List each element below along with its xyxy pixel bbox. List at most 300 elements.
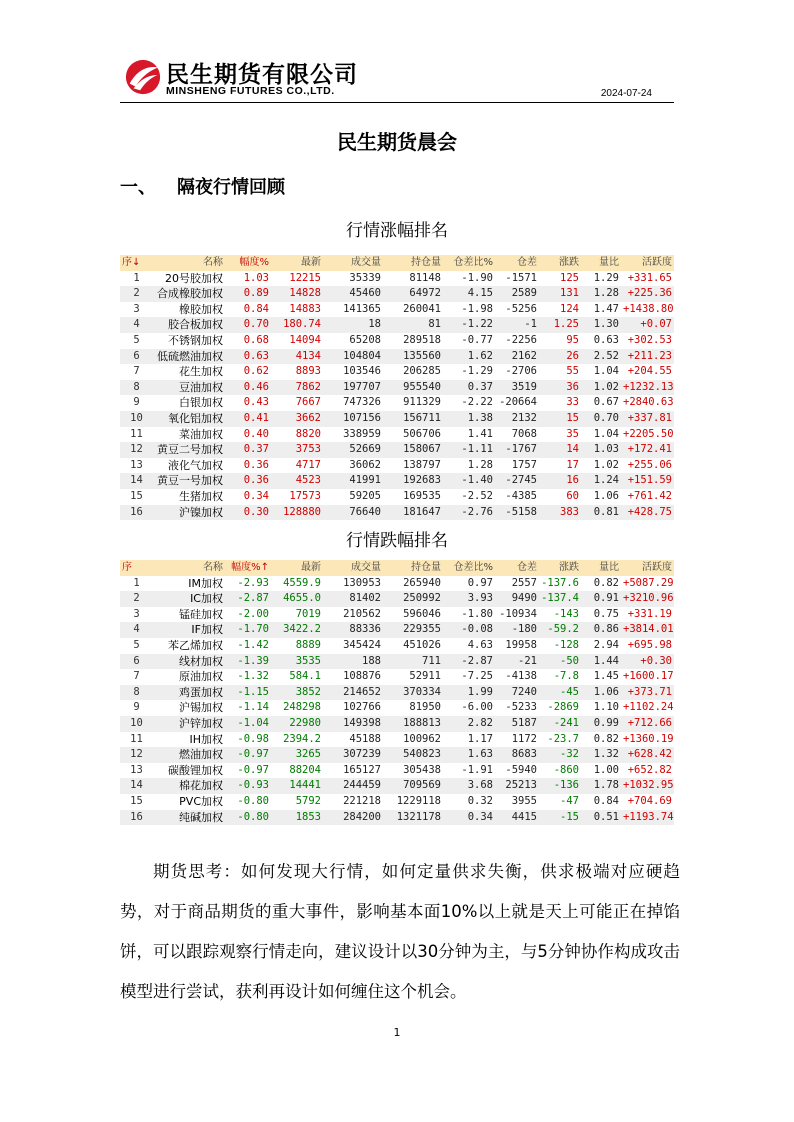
table-row[interactable] (120, 700, 674, 716)
cell-name: PVC加权 (153, 794, 225, 810)
cell-name: 锰硅加权 (153, 607, 225, 623)
cell-change: -241 (539, 716, 581, 732)
cell-change: -50 (539, 654, 581, 670)
cell-volume: 41991 (323, 473, 383, 489)
cell-pct: 0.43 (225, 395, 271, 411)
cell-last: 3422.2 (271, 622, 323, 638)
table-row[interactable] (120, 794, 674, 810)
cell-name: 白银加权 (153, 395, 225, 411)
cell-volume: 18 (323, 317, 383, 333)
logo-english-name: MINSHENG FUTURES CO.,LTD. (166, 85, 335, 97)
table-row[interactable] (120, 747, 674, 763)
cell-oi-change: 3519 (495, 380, 539, 396)
table-row[interactable] (120, 685, 674, 701)
cell-vol-ratio: 1.06 (581, 685, 621, 701)
cell-pct: -1.39 (225, 654, 271, 670)
table-row[interactable] (120, 638, 674, 654)
cell-last: 8893 (271, 364, 323, 380)
cell-oi-ratio: -1.98 (443, 302, 495, 318)
table-row[interactable] (120, 622, 674, 638)
cell-oi-change: -2745 (495, 473, 539, 489)
cell-pct: 0.41 (225, 411, 271, 427)
cell-seq: 5 (120, 333, 153, 349)
cell-activity: +1438.80 (621, 302, 674, 318)
cell-oi: 540823 (383, 747, 443, 763)
cell-oi-ratio: 1.41 (443, 427, 495, 443)
cell-vol-ratio: 1.24 (581, 473, 621, 489)
cell-activity: +373.71 (621, 685, 674, 701)
cell-oi-change: 9490 (495, 591, 539, 607)
cell-pct: 0.62 (225, 364, 271, 380)
cell-seq: 9 (120, 395, 153, 411)
cell-volume: 108876 (323, 669, 383, 685)
cell-oi-change: 2162 (495, 349, 539, 365)
cell-oi: 1321178 (383, 810, 443, 826)
cell-change: 124 (539, 302, 581, 318)
table-row[interactable] (120, 607, 674, 623)
cell-oi: 52911 (383, 669, 443, 685)
cell-last: 584.1 (271, 669, 323, 685)
cell-vol-ratio: 1.10 (581, 700, 621, 716)
cell-vol-ratio: 1.06 (581, 489, 621, 505)
cell-oi: 451026 (383, 638, 443, 654)
cell-oi: 135560 (383, 349, 443, 365)
cell-change: -137.4 (539, 591, 581, 607)
cell-activity: +695.98 (621, 638, 674, 654)
cell-pct: 0.36 (225, 473, 271, 489)
cell-change: 60 (539, 489, 581, 505)
cell-vol-ratio: 0.81 (581, 505, 621, 521)
cell-change: 16 (539, 473, 581, 489)
column-header-seq[interactable]: 序 (120, 560, 153, 576)
table-row[interactable] (120, 505, 674, 521)
cell-name: 液化气加权 (153, 458, 225, 474)
cell-vol-ratio: 1.03 (581, 442, 621, 458)
cell-name: 黄豆一号加权 (153, 473, 225, 489)
cell-oi: 158067 (383, 442, 443, 458)
cell-oi-change: 2589 (495, 286, 539, 302)
cell-activity: +0.07 (621, 317, 674, 333)
cell-oi: 260041 (383, 302, 443, 318)
cell-activity: +1193.74 (621, 810, 674, 826)
cell-volume: 45188 (323, 732, 383, 748)
cell-oi-change: 1757 (495, 458, 539, 474)
cell-name: 沪锌加权 (153, 716, 225, 732)
cell-oi-ratio: 4.15 (443, 286, 495, 302)
cell-seq: 8 (120, 380, 153, 396)
cell-oi-ratio: 4.63 (443, 638, 495, 654)
cell-name: IF加权 (153, 622, 225, 638)
cell-change: -136 (539, 778, 581, 794)
cell-seq: 7 (120, 364, 153, 380)
cell-oi-change: -5158 (495, 505, 539, 521)
gainers-table (120, 255, 674, 520)
cell-seq: 3 (120, 607, 153, 623)
cell-oi-ratio: 3.68 (443, 778, 495, 794)
gainers-table-title: 行情涨幅排名 (346, 221, 448, 241)
cell-oi-change: 19958 (495, 638, 539, 654)
cell-oi: 955540 (383, 380, 443, 396)
cell-vol-ratio: 1.28 (581, 286, 621, 302)
table-row[interactable] (120, 576, 674, 592)
cell-seq: 4 (120, 317, 153, 333)
table-row[interactable] (120, 442, 674, 458)
cell-name: 原油加权 (153, 669, 225, 685)
cell-vol-ratio: 0.70 (581, 411, 621, 427)
cell-oi: 138797 (383, 458, 443, 474)
table-row[interactable] (120, 302, 674, 318)
page-number: 1 (393, 1026, 401, 1039)
cell-pct: 0.37 (225, 442, 271, 458)
cell-activity: +5087.29 (621, 576, 674, 592)
cell-seq: 9 (120, 700, 153, 716)
column-header-volume[interactable]: 成交量 (323, 255, 383, 271)
cell-change: -32 (539, 747, 581, 763)
cell-name: 合成橡胶加权 (153, 286, 225, 302)
cell-oi: 265940 (383, 576, 443, 592)
cell-oi-ratio: -1.40 (443, 473, 495, 489)
cell-volume: 188 (323, 654, 383, 670)
cell-name: 低硫燃油加权 (153, 349, 225, 365)
cell-seq: 2 (120, 286, 153, 302)
column-header-vol-ratio[interactable]: 量比 (581, 560, 621, 576)
table-row[interactable] (120, 286, 674, 302)
cell-volume: 210562 (323, 607, 383, 623)
cell-change: -23.7 (539, 732, 581, 748)
column-header-volume[interactable]: 成交量 (323, 560, 383, 576)
cell-oi-ratio: -2.76 (443, 505, 495, 521)
cell-seq: 1 (120, 271, 153, 287)
cell-last: 7862 (271, 380, 323, 396)
cell-volume: 103546 (323, 364, 383, 380)
cell-vol-ratio: 1.30 (581, 317, 621, 333)
cell-volume: 45460 (323, 286, 383, 302)
cell-change: -7.8 (539, 669, 581, 685)
cell-seq: 15 (120, 794, 153, 810)
cell-activity: +3814.01 (621, 622, 674, 638)
cell-last: 88204 (271, 763, 323, 779)
cell-activity: +712.66 (621, 716, 674, 732)
cell-last: 5792 (271, 794, 323, 810)
cell-vol-ratio: 1.44 (581, 654, 621, 670)
column-header-oi[interactable]: 持仓量 (383, 255, 443, 271)
column-header-pct[interactable]: 幅度%↑ (225, 560, 271, 576)
cell-seq: 7 (120, 669, 153, 685)
cell-last: 17573 (271, 489, 323, 505)
cell-name: 橡胶加权 (153, 302, 225, 318)
cell-oi: 911329 (383, 395, 443, 411)
table-row[interactable] (120, 654, 674, 670)
cell-pct: -1.32 (225, 669, 271, 685)
cell-oi-change: 3955 (495, 794, 539, 810)
table-row[interactable] (120, 349, 674, 365)
cell-last: 128880 (271, 505, 323, 521)
cell-change: -128 (539, 638, 581, 654)
cell-pct: 1.03 (225, 271, 271, 287)
cell-seq: 16 (120, 810, 153, 826)
cell-seq: 14 (120, 778, 153, 794)
cell-last: 7667 (271, 395, 323, 411)
cell-activity: +1600.17 (621, 669, 674, 685)
table-row[interactable] (120, 489, 674, 505)
table-row[interactable] (120, 317, 674, 333)
column-header-last[interactable]: 最新 (271, 255, 323, 271)
cell-seq: 13 (120, 458, 153, 474)
cell-seq: 10 (120, 411, 153, 427)
cell-oi-ratio: 0.37 (443, 380, 495, 396)
cell-last: 180.74 (271, 317, 323, 333)
table-row[interactable] (120, 669, 674, 685)
losers-table-title: 行情跌幅排名 (346, 531, 448, 551)
cell-activity: +302.53 (621, 333, 674, 349)
cell-change: 26 (539, 349, 581, 365)
cell-activity: +3210.96 (621, 591, 674, 607)
cell-name: 棉花加权 (153, 778, 225, 794)
column-header-last[interactable]: 最新 (271, 560, 323, 576)
cell-seq: 2 (120, 591, 153, 607)
cell-pct: 0.36 (225, 458, 271, 474)
cell-vol-ratio: 0.82 (581, 732, 621, 748)
cell-oi: 206285 (383, 364, 443, 380)
column-header-activity[interactable]: 活跃度 (621, 560, 674, 576)
cell-last: 3662 (271, 411, 323, 427)
cell-change: -860 (539, 763, 581, 779)
cell-change: 15 (539, 411, 581, 427)
table-row[interactable] (120, 591, 674, 607)
cell-name: 碳酸锂加权 (153, 763, 225, 779)
cell-activity: +1102.24 (621, 700, 674, 716)
cell-pct: 0.89 (225, 286, 271, 302)
cell-pct: -1.15 (225, 685, 271, 701)
cell-vol-ratio: 0.51 (581, 810, 621, 826)
cell-oi: 1229118 (383, 794, 443, 810)
table-row[interactable] (120, 763, 674, 779)
cell-vol-ratio: 0.99 (581, 716, 621, 732)
cell-seq: 6 (120, 654, 153, 670)
cell-activity: +211.23 (621, 349, 674, 365)
cell-change: -47 (539, 794, 581, 810)
minsheng-logo-icon (124, 58, 162, 96)
cell-pct: -0.97 (225, 763, 271, 779)
cell-vol-ratio: 0.82 (581, 576, 621, 592)
cell-last: 12215 (271, 271, 323, 287)
cell-last: 248298 (271, 700, 323, 716)
cell-oi-ratio: -0.08 (443, 622, 495, 638)
table-row[interactable] (120, 473, 674, 489)
cell-volume: 197707 (323, 380, 383, 396)
table-row[interactable] (120, 271, 674, 287)
company-logo (124, 56, 364, 100)
cell-activity: +652.82 (621, 763, 674, 779)
cell-vol-ratio: 0.75 (581, 607, 621, 623)
report-date: 2024-07-24 (600, 88, 652, 99)
cell-last: 14883 (271, 302, 323, 318)
cell-pct: 0.34 (225, 489, 271, 505)
column-header-oi-change[interactable]: 仓差 (495, 255, 539, 271)
cell-change: 14 (539, 442, 581, 458)
logo-chinese-name: 民生期货有限公司 (166, 62, 358, 88)
table-row[interactable] (120, 380, 674, 396)
cell-last: 4523 (271, 473, 323, 489)
cell-name: 菜油加权 (153, 427, 225, 443)
cell-volume: 284200 (323, 810, 383, 826)
cell-oi-ratio: -7.25 (443, 669, 495, 685)
cell-oi-change: -5233 (495, 700, 539, 716)
cell-seq: 11 (120, 732, 153, 748)
cell-oi-ratio: -1.91 (443, 763, 495, 779)
table-row[interactable] (120, 411, 674, 427)
cell-oi: 169535 (383, 489, 443, 505)
column-header-oi-change[interactable]: 仓差 (495, 560, 539, 576)
column-header-oi-ratio[interactable]: 仓差比% (443, 560, 495, 576)
column-header-oi-ratio[interactable]: 仓差比% (443, 255, 495, 271)
cell-oi-change: 7068 (495, 427, 539, 443)
cell-volume: 36062 (323, 458, 383, 474)
table-row[interactable] (120, 395, 674, 411)
cell-change: -137.6 (539, 576, 581, 592)
cell-oi: 711 (383, 654, 443, 670)
table-row[interactable] (120, 716, 674, 732)
cell-oi: 81 (383, 317, 443, 333)
cell-oi-ratio: -1.90 (443, 271, 495, 287)
cell-name: IH加权 (153, 732, 225, 748)
cell-change: -15 (539, 810, 581, 826)
section-number: 一、 (120, 177, 156, 198)
cell-oi-change: 2557 (495, 576, 539, 592)
cell-activity: +1232.13 (621, 380, 674, 396)
table-row[interactable] (120, 427, 674, 443)
cell-pct: -0.80 (225, 794, 271, 810)
cell-last: 22980 (271, 716, 323, 732)
cell-oi: 596046 (383, 607, 443, 623)
cell-last: 8820 (271, 427, 323, 443)
cell-pct: -1.04 (225, 716, 271, 732)
table-row[interactable] (120, 732, 674, 748)
column-header-change[interactable]: 涨跌 (539, 255, 581, 271)
cell-oi: 188813 (383, 716, 443, 732)
cell-change: 55 (539, 364, 581, 380)
cell-change: 383 (539, 505, 581, 521)
futures-thinking-paragraph (120, 852, 680, 1012)
cell-activity: +225.36 (621, 286, 674, 302)
cell-change: -45 (539, 685, 581, 701)
cell-seq: 12 (120, 442, 153, 458)
cell-pct: 0.70 (225, 317, 271, 333)
cell-name: 20号胶加权 (153, 271, 225, 287)
cell-activity: +151.59 (621, 473, 674, 489)
cell-oi-ratio: -0.77 (443, 333, 495, 349)
cell-oi-ratio: 3.93 (443, 591, 495, 607)
cell-vol-ratio: 1.47 (581, 302, 621, 318)
cell-activity: +2840.63 (621, 395, 674, 411)
cell-oi-ratio: 1.62 (443, 349, 495, 365)
cell-oi-change: 25213 (495, 778, 539, 794)
cell-last: 2394.2 (271, 732, 323, 748)
column-header-vol-ratio[interactable]: 量比 (581, 255, 621, 271)
column-header-activity[interactable]: 活跃度 (621, 255, 674, 271)
cell-name: 花生加权 (153, 364, 225, 380)
column-header-oi[interactable]: 持仓量 (383, 560, 443, 576)
cell-oi: 506706 (383, 427, 443, 443)
cell-vol-ratio: 2.52 (581, 349, 621, 365)
table-row[interactable] (120, 778, 674, 794)
cell-volume: 81402 (323, 591, 383, 607)
cell-oi: 192683 (383, 473, 443, 489)
cell-volume: 141365 (323, 302, 383, 318)
cell-vol-ratio: 1.78 (581, 778, 621, 794)
table-row[interactable] (120, 810, 674, 826)
cell-name: 燃油加权 (153, 747, 225, 763)
cell-name: 豆油加权 (153, 380, 225, 396)
cell-pct: -2.00 (225, 607, 271, 623)
cell-oi-change: 5187 (495, 716, 539, 732)
cell-activity: +172.41 (621, 442, 674, 458)
cell-seq: 11 (120, 427, 153, 443)
cell-oi-change: -21 (495, 654, 539, 670)
cell-oi-change: 2132 (495, 411, 539, 427)
table-row[interactable] (120, 364, 674, 380)
cell-oi-ratio: -1.22 (443, 317, 495, 333)
cell-pct: -0.80 (225, 810, 271, 826)
cell-oi-ratio: -1.80 (443, 607, 495, 623)
cell-volume: 149398 (323, 716, 383, 732)
cell-last: 3265 (271, 747, 323, 763)
cell-oi-change: -2706 (495, 364, 539, 380)
cell-activity: +255.06 (621, 458, 674, 474)
cell-activity: +1360.19 (621, 732, 674, 748)
column-header-seq[interactable]: 序↓ (120, 255, 153, 271)
cell-volume: 76640 (323, 505, 383, 521)
cell-activity: +337.81 (621, 411, 674, 427)
cell-change: 131 (539, 286, 581, 302)
gainers-header-row (120, 255, 674, 271)
cell-vol-ratio: 0.86 (581, 622, 621, 638)
column-header-pct[interactable]: 幅度% (225, 255, 271, 271)
cell-activity: +331.19 (621, 607, 674, 623)
cell-last: 3753 (271, 442, 323, 458)
column-header-change[interactable]: 涨跌 (539, 560, 581, 576)
cell-oi-change: -4385 (495, 489, 539, 505)
cell-seq: 3 (120, 302, 153, 318)
cell-change: 17 (539, 458, 581, 474)
cell-activity: +1032.95 (621, 778, 674, 794)
cell-vol-ratio: 1.02 (581, 380, 621, 396)
cell-name: 沪锡加权 (153, 700, 225, 716)
cell-name: 胶合板加权 (153, 317, 225, 333)
cell-seq: 4 (120, 622, 153, 638)
cell-oi: 81950 (383, 700, 443, 716)
cell-volume: 345424 (323, 638, 383, 654)
cell-oi-change: -1767 (495, 442, 539, 458)
cell-oi: 156711 (383, 411, 443, 427)
cell-change: -2869 (539, 700, 581, 716)
cell-seq: 10 (120, 716, 153, 732)
column-header-name[interactable]: 名称 (153, 255, 225, 271)
cell-oi-change: -5256 (495, 302, 539, 318)
cell-change: 1.25 (539, 317, 581, 333)
table-row[interactable] (120, 333, 674, 349)
cell-volume: 104804 (323, 349, 383, 365)
cell-oi-ratio: -1.29 (443, 364, 495, 380)
column-header-name[interactable]: 名称 (153, 560, 225, 576)
cell-oi-ratio: 0.32 (443, 794, 495, 810)
cell-volume: 52669 (323, 442, 383, 458)
cell-oi-ratio: -2.22 (443, 395, 495, 411)
cell-volume: 59205 (323, 489, 383, 505)
table-row[interactable] (120, 458, 674, 474)
cell-last: 1853 (271, 810, 323, 826)
cell-volume: 102766 (323, 700, 383, 716)
